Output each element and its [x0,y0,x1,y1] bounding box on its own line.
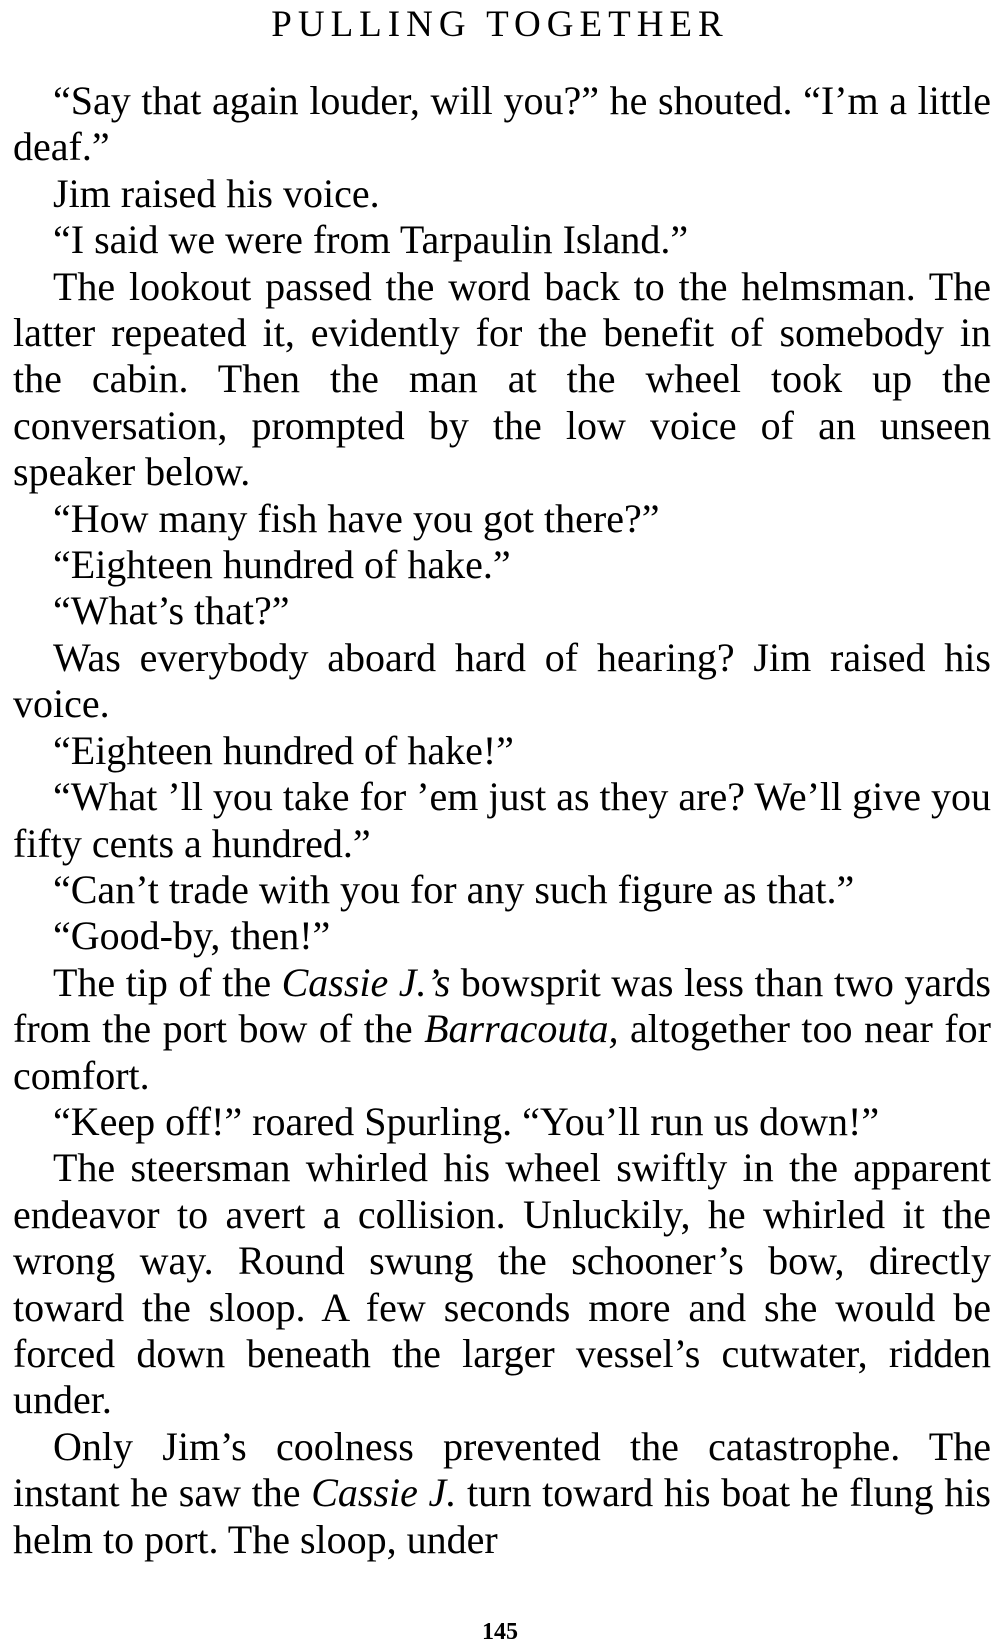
text-span: turn toward his boat he flung his helm to port. The sloop, under [13,1470,991,1562]
text-span: “Good-by, then!” [53,913,331,959]
text-span: “Eighteen hundred of hake.” [53,542,511,588]
body-text [13,78,991,1563]
paragraph [13,1099,991,1145]
paragraph [13,635,991,728]
paragraph [13,1145,991,1423]
text-span: “I said we were from Tarpaulin Island.” [53,217,689,263]
text-span: “Say that again louder, will you?” he shouted. “I’m a little deaf.” [13,78,991,170]
paragraph [13,960,991,1099]
paragraph [13,774,991,867]
italic-text: Barracouta, [424,1006,619,1052]
running-head: PULLING TOGETHER [271,4,729,45]
text-span: Was everybody aboard hard of hearing? Jim raised his voice. [13,634,991,727]
paragraph [13,1424,991,1563]
text-span: Only Jim’s coolness prevented the catastrophe. The instant he saw the [13,1423,991,1516]
page-number: 145 [482,1619,518,1645]
text-span: “Keep off!” roared Spurling. “You’ll run us down!” [53,1098,880,1144]
text-span: The steersman whirled his wheel swiftly in the apparent endeavor to avert a collision. Unluckily, he whirled it the wrong way. Round swung the schooner’s bow, directly toward the sloop. A few seconds more and she would be forced down beneath the larger vessel’s cutwater, ridden under. [13,1145,991,1423]
text-span: bowsprit was less than two yards from the port bow of the [13,959,991,1052]
text-span: The lookout passed the word back to the helmsman. The latter repeated it, evidently for the benefit of somebody in the cabin. Then the man at the wheel took up the conversation, prompted by the low voice of an unseen speaker below. [13,263,991,495]
paragraph [13,264,991,496]
paragraph [13,217,991,263]
text-span: altogether too near for comfort. [13,1006,991,1098]
text-span: “Eighteen hundred of hake!” [53,727,514,773]
paragraph [13,542,991,588]
paragraph [13,171,991,217]
text-span: Jim raised his voice. [53,170,380,216]
paragraph [13,496,991,542]
paragraph [13,867,991,913]
text-span: “How many fish have you got there?” [53,495,660,541]
text-span: “Can’t trade with you for any such figure as that.” [53,866,855,912]
text-span: The tip of the [53,959,282,1005]
italic-text: Cassie J. [311,1470,457,1516]
italic-text: Cassie J.’s [281,959,451,1005]
paragraph [13,913,991,959]
text-span: “What ’ll you take for ’em just as they are? We’ll give you fifty cents a hundred.” [13,774,991,866]
paragraph [13,78,991,171]
paragraph [13,728,991,774]
text-span: “What’s that?” [53,588,290,634]
paragraph [13,588,991,634]
